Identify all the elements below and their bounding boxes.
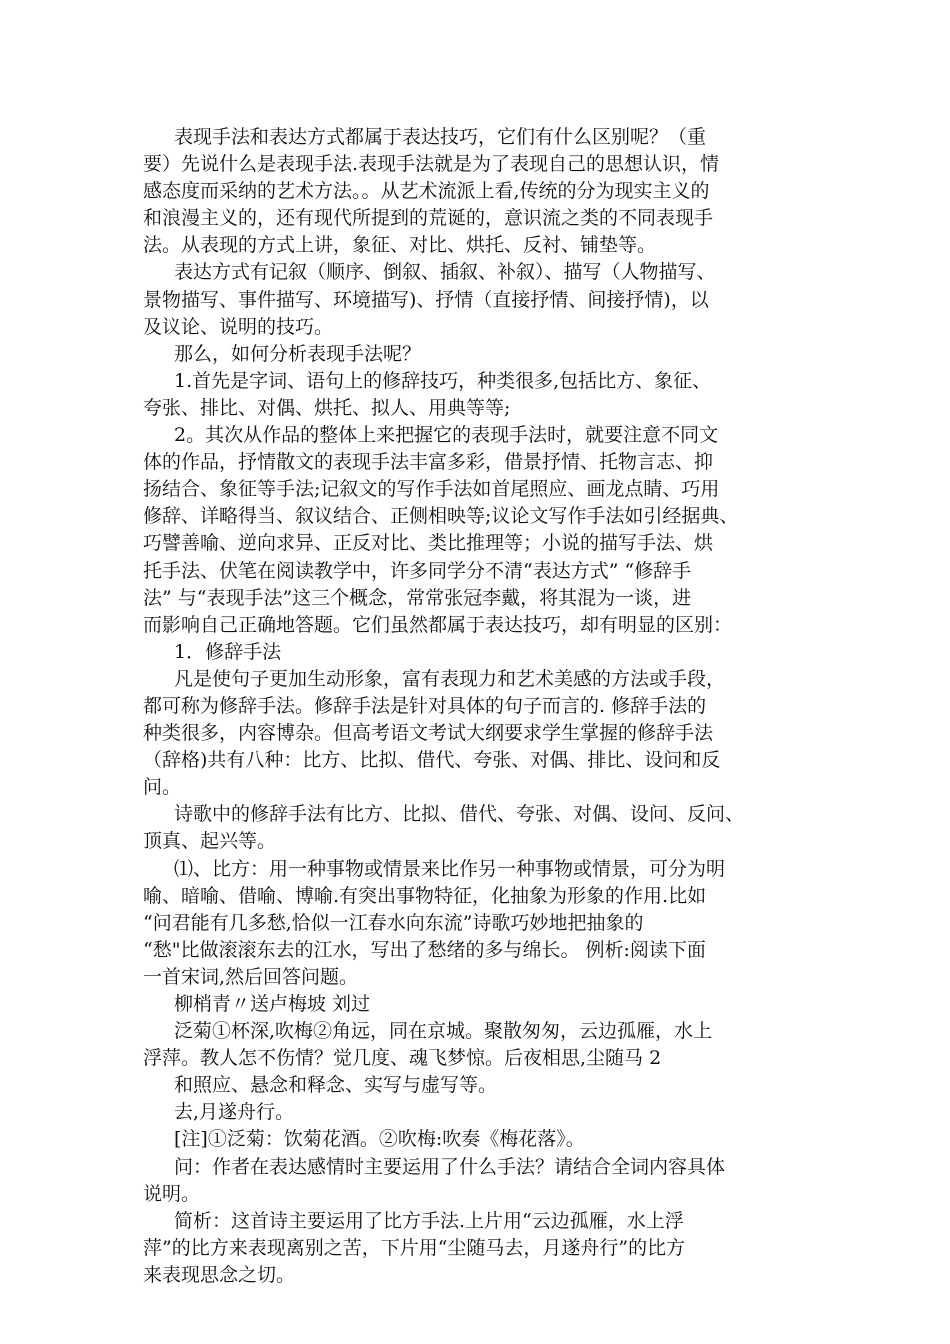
- text-line: 说明。: [143, 1182, 201, 1205]
- text-line: 泛菊①杯深,吹梅②角远，同在京城。聚散匆匆，云边孤雁，水上: [174, 1020, 713, 1043]
- text-line: 托手法、伏笔在阅读教学中，许多同学分不清“表达方式” “修辞手: [143, 559, 692, 582]
- text-line: 来表现思念之切。: [143, 1263, 296, 1286]
- text-line: 和浪漫主义的，还有现代所提到的荒诞的，意识流之类的不同表现手: [143, 207, 714, 230]
- text-line: 1.首先是字词、语句上的修辞技巧，种类很多,包括比方、象征、: [174, 369, 712, 392]
- text-line: 顶真、起兴等。: [143, 830, 277, 853]
- text-line: 柳梢青〃送卢梅坡 刘过: [174, 993, 371, 1015]
- text-line: 那么，如何分析表现手法呢？: [174, 342, 422, 365]
- text-line: 而影响自己正确地答题。它们虽然都属于表达技巧，却有明显的区别：: [143, 613, 733, 636]
- text-line: 表达方式有记叙（顺序、倒叙、插叙、补叙）、描写（人物描写、: [174, 261, 716, 284]
- text-line: 表现手法和表达方式都属于表达技巧，它们有什么区别呢？（重: [174, 126, 707, 148]
- text-line: 一首宋词,然后回答问题。: [143, 965, 359, 988]
- text-line: 景物描写、事件描写、环境描写)、抒情（直接抒情、间接抒情)，以: [143, 288, 709, 311]
- text-line: 喻、暗喻、借喻、博喻.有突出事物特征，化抽象为形象的作用.比如: [143, 884, 707, 907]
- text-line: “愁"比做滚滚东去的江水，写出了愁绪的多与绵长。 例析:阅读下面: [143, 938, 706, 961]
- text-line: 扬结合、象征等手法;记叙文的写作手法如首尾照应、画龙点睛、巧用: [143, 478, 720, 501]
- text-line: ⑴、比方：用一种事物或情景来比作另一种事物或情景，可分为明: [174, 857, 726, 880]
- text-line: 夸张、排比、对偶、烘托、拟人、用典等等;: [143, 396, 511, 419]
- text-line: 法” 与“表现手法”这三个概念，常常张冠李戴，将其混为一谈，进: [143, 586, 692, 609]
- text-line: 问：作者在表达感情时主要运用了什么手法？请结合全词内容具体: [174, 1155, 726, 1178]
- text-line: 法。从表现的方式上讲，象征、对比、烘托、反衬、铺垫等。: [143, 234, 657, 257]
- text-line: 2。其次从作品的整体上来把握它的表现手法时，就要注意不同文: [174, 424, 719, 447]
- text-line: （辞格)共有八种：比方、比拟、借代、夸张、对偶、排比、设问和反: [143, 749, 721, 772]
- text-line: 巧譬善喻、逆向求异、正反对比、类比推理等；小说的描写手法、烘: [143, 532, 714, 555]
- document-body: [143, 124, 823, 1289]
- text-line: 凡是使句子更加生动形象，富有表现力和艺术美感的方法或手段，: [174, 667, 726, 690]
- text-line: 修辞、详略得当、叙议结合、正侧相映等;议论文写作手法如引经据典、: [143, 505, 739, 528]
- text-line: 种类很多，内容博杂。但高考语文考试大纲要求学生掌握的修辞手法: [143, 722, 714, 745]
- text-line: 感态度而采纳的艺术方法。。从艺术流派上看,传统的分为现实主义的: [143, 180, 710, 203]
- text-line: 去,月遂舟行。: [174, 1101, 295, 1124]
- text-line: 诗歌中的修辞手法有比方、比拟、借代、夸张、对偶、设问、反问、: [174, 803, 745, 826]
- text-line: 萍”的比方来表现离别之苦，下片用“尘随马去，月遂舟行”的比方: [143, 1236, 686, 1259]
- text-line: “问君能有几多愁,恰似一江春水向东流”诗歌巧妙地把抽象的: [143, 911, 644, 934]
- text-line: 体的作品，抒情散文的表现手法丰富多彩，借景抒情、托物言志、抑: [143, 451, 714, 474]
- text-line: 浮萍。教人怎不伤情？觉几度、魂飞梦惊。后夜相思,尘随马 2: [143, 1047, 662, 1070]
- text-line: [注]①泛菊：饮菊花酒。②吹梅:吹奏《梅花落》。: [174, 1128, 585, 1151]
- text-line: 和照应、悬念和释念、实写与虚写等。: [174, 1074, 498, 1097]
- text-line: 问。: [143, 776, 182, 799]
- text-line: 1．修辞手法: [174, 640, 282, 663]
- text-line: 简析：这首诗主要运用了比方手法.上片用“云边孤雁，水上浮: [174, 1209, 684, 1232]
- text-line: 都可称为修辞手法。修辞手法是针对具体的句子而言的. 修辞手法的: [143, 694, 707, 717]
- text-line: 及议论、说明的技巧。: [143, 315, 334, 338]
- text-line: 要）先说什么是表现手法.表现手法就是为了表现自己的思想认识，情: [143, 153, 720, 176]
